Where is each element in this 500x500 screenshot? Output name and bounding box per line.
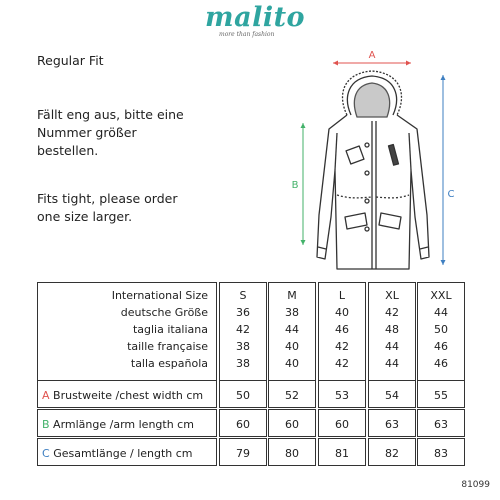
- size-header: S: [239, 289, 247, 302]
- measurement-value: 79: [236, 447, 250, 460]
- size-header: M: [287, 289, 297, 302]
- size-header: XXL: [430, 289, 452, 302]
- size-value: 36: [236, 306, 250, 319]
- size-value: 42: [335, 340, 349, 353]
- size-label: talla española: [130, 357, 208, 370]
- size-value: 40: [285, 340, 299, 353]
- size-value: 44: [434, 306, 448, 319]
- measurement-cell: [368, 380, 416, 408]
- measurement-value: 52: [285, 389, 299, 402]
- size-value: 42: [335, 357, 349, 370]
- size-value: 40: [335, 306, 349, 319]
- size-value: 44: [385, 340, 399, 353]
- measurement-letter-a: A: [42, 389, 50, 402]
- size-label: taille française: [127, 340, 208, 353]
- measurement-value: 81: [335, 447, 349, 460]
- brand-name: malito: [205, 2, 306, 33]
- size-label: International Size: [111, 289, 208, 302]
- measurement-value: 55: [434, 389, 448, 402]
- measurement-text: Gesamtlänge / length cm: [53, 447, 193, 460]
- german-note-line: bestellen.: [37, 143, 99, 158]
- article-number: 81099: [461, 480, 490, 490]
- measurement-cell: [268, 409, 316, 437]
- measurement-cell: [417, 438, 465, 466]
- size-column-m: [268, 282, 316, 381]
- size-value: 42: [236, 323, 250, 336]
- measurement-row-c: [0, 438, 500, 466]
- size-value: 42: [385, 306, 399, 319]
- english-note-line: Fits tight, please order: [37, 191, 178, 206]
- size-value: 46: [434, 357, 448, 370]
- size-header: XL: [385, 289, 399, 302]
- dimension-b: [292, 123, 306, 245]
- measurement-value: 80: [285, 447, 299, 460]
- measurement-value: 63: [385, 418, 399, 431]
- size-column-l: [318, 282, 366, 381]
- jacket-measurement-diagram: [285, 45, 455, 275]
- size-column-xl: [368, 282, 416, 381]
- measurement-cell: [268, 438, 316, 466]
- size-value: 48: [385, 323, 399, 336]
- measurement-value: 60: [335, 418, 349, 431]
- measurement-cell: [219, 409, 267, 437]
- measurement-value: 60: [236, 418, 250, 431]
- measurement-value: 53: [335, 389, 349, 402]
- measurement-label: [42, 418, 194, 431]
- size-value: 46: [434, 340, 448, 353]
- size-value: 44: [385, 357, 399, 370]
- size-value: 44: [285, 323, 299, 336]
- measurement-label-cell: [37, 409, 217, 437]
- measurement-letter-c: C: [42, 447, 50, 460]
- dimension-b-label: B: [291, 180, 299, 191]
- measurement-cell: [368, 409, 416, 437]
- jacket-drawing: [317, 71, 429, 269]
- german-note: [37, 106, 184, 160]
- size-value: 50: [434, 323, 448, 336]
- measurement-cell: [417, 380, 465, 408]
- measurement-cell: [417, 409, 465, 437]
- measurement-row-b: [0, 409, 500, 437]
- measurement-value: 83: [434, 447, 448, 460]
- measurement-cell: [219, 380, 267, 408]
- measurement-label-cell: [37, 438, 217, 466]
- size-label: taglia italiana: [132, 323, 208, 336]
- english-note-line: one size larger.: [37, 209, 133, 224]
- dimension-c: [441, 75, 455, 265]
- brand-logo: [205, 2, 306, 38]
- german-note-line: Fällt eng aus, bitte eine: [37, 107, 184, 122]
- size-column-s: [219, 282, 267, 381]
- measurement-value: 63: [434, 418, 448, 431]
- measurement-cell: [268, 380, 316, 408]
- measurement-text: Armlänge /arm length cm: [53, 418, 194, 431]
- dimension-c-label: C: [447, 189, 455, 200]
- measurement-cell: [318, 409, 366, 437]
- size-label: deutsche Größe: [120, 306, 208, 319]
- german-note-line: Nummer größer: [37, 125, 137, 140]
- brand-tagline: more than fashion: [219, 31, 275, 38]
- measurement-value: 60: [285, 418, 299, 431]
- size-column-xxl: [417, 282, 465, 381]
- dimension-a-label: A: [368, 50, 376, 61]
- size-value: 38: [285, 306, 299, 319]
- english-note: [37, 190, 178, 226]
- measurement-value: 54: [385, 389, 399, 402]
- measurement-text: Brustweite /chest width cm: [53, 389, 204, 402]
- measurement-value: 50: [236, 389, 250, 402]
- measurement-label-cell: [37, 380, 217, 408]
- measurement-row-a: [0, 380, 500, 408]
- measurement-label: [42, 447, 193, 460]
- measurement-label: [42, 389, 203, 402]
- fit-title: Regular Fit: [37, 53, 104, 68]
- size-value: 38: [236, 340, 250, 353]
- size-conversion-table: [37, 282, 217, 381]
- measurement-value: 82: [385, 447, 399, 460]
- size-value: 40: [285, 357, 299, 370]
- dimension-a: [333, 50, 411, 66]
- measurement-letter-b: B: [42, 418, 50, 431]
- size-header: L: [338, 289, 346, 302]
- measurement-cell: [318, 438, 366, 466]
- measurement-cell: [318, 380, 366, 408]
- measurement-cell: [219, 438, 267, 466]
- size-value: 46: [335, 323, 349, 336]
- size-value: 38: [236, 357, 250, 370]
- measurement-cell: [368, 438, 416, 466]
